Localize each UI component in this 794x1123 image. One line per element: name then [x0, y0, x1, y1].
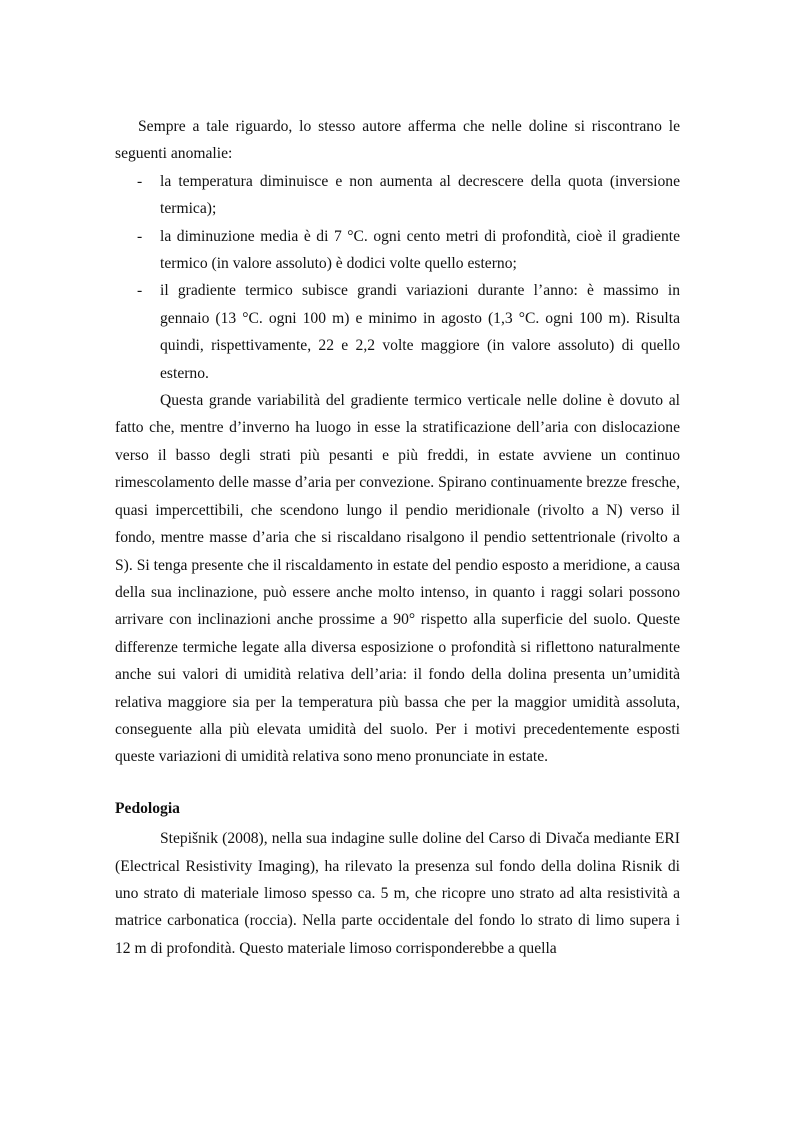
list-item [115, 168, 680, 223]
anomalies-list [115, 168, 680, 387]
list-item-text: il gradiente termico subisce grandi variazioni durante l’anno: è massimo in gennaio (13 °C. ogni 100 m) e minimo in agosto (1,3 °C. ogni 100 m). Risulta quindi, rispettivamente, 22 e 2,2 volte maggiore (in valore assoluto) di quello esterno. [160, 282, 680, 382]
list-item-text: la temperatura diminuisce e non aumenta al decrescere della quota (inversione termica); [160, 172, 680, 218]
section-heading: Pedologia [115, 799, 180, 817]
bullet-marker: - [137, 282, 143, 300]
document-page [115, 113, 680, 962]
bullet-marker: - [137, 172, 143, 190]
list-item [115, 223, 680, 278]
bullet-marker: - [137, 227, 143, 245]
list-item-text: la diminuzione media è di 7 °C. ogni cento metri di profondità, cioè il gradiente termico (in valore assoluto) è dodici volte quello esterno; [160, 227, 680, 273]
variability-paragraph: Questa grande variabilità del gradiente termico verticale nelle doline è dovuto al fatto che, mentre d’inverno ha luogo in esse la stratificazione dell’aria con dislocazione verso il basso degli strati più pesanti e più freddi, in estate avviene un continuo rimescolamento delle masse d’aria per convezione. Spirano continuamente brezze fresche, quasi impercettibili, che scendono lungo il pendio meridionale (rivolto a N) verso il fondo, mentre masse d’aria che si riscaldano risalgono il pendio settentrionale (rivolto a S). Si tenga presente che il riscaldamento in estate del pendio esposto a meridione, a causa della sua inclinazione, può essere anche molto intenso, in quanto i raggi solari possono arrivare con inclinazioni anche prossime a 90° rispetto alla superficie del suolo. Queste differenze termiche legate alla diversa esposizione o profondità si riflettono naturalmente anche sui valori di umidità relativa dell’aria: il fondo della dolina presenta un’umidità relativa maggiore sia per la temperatura più bassa che per la maggior umidità assoluta, conseguente alla più elevata umidità del suolo. Per i motivi precedentemente esposti queste variazioni di umidità relativa sono meno pronunciate in estate. [115, 392, 680, 766]
list-item [115, 277, 680, 387]
intro-paragraph: Sempre a tale riguardo, lo stesso autore afferma che nelle doline si riscontrano le seguenti anomalie: [115, 118, 680, 163]
pedology-paragraph: Stepišnik (2008), nella sua indagine sulle doline del Carso di Divača mediante ERI (Electrical Resistivity Imaging), ha rilevato la presenza sul fondo della dolina Risnik di uno strato di materiale limoso spesso ca. 5 m, che ricopre uno strato ad alta resistività a matrice carbonatica (roccia). Nella parte occidentale del fondo lo strato di limo supera i 12 m di profondità. Questo materiale limoso corrisponderebbe a quella [115, 830, 680, 957]
